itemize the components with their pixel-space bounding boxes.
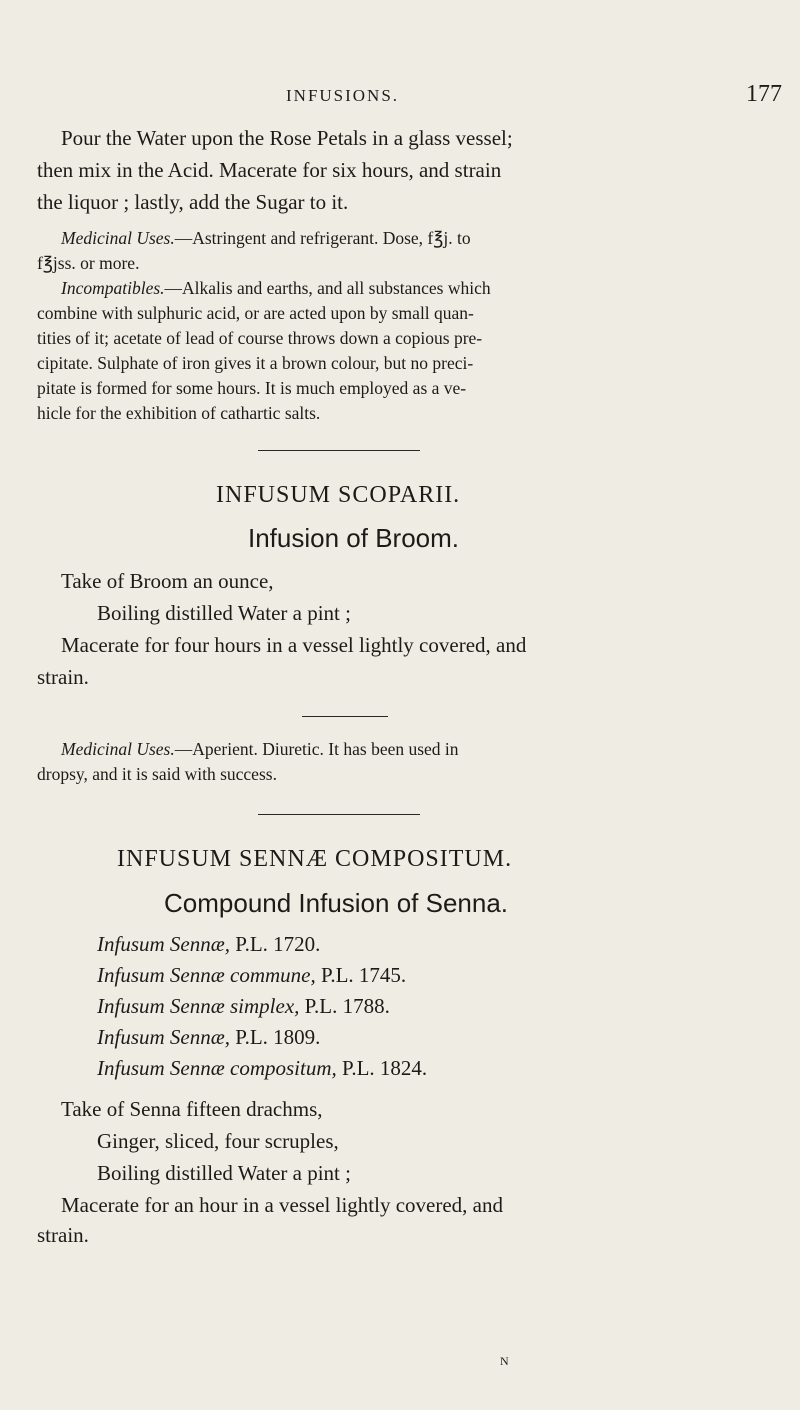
synonym-name: Infusum Sennæ commune, [97,963,316,987]
rose-para-line-3: the liquor ; lastly, add the Sugar to it. [37,190,349,214]
synonym-ref: P.L. 1788. [304,994,390,1018]
scoparii-uses-line-2: dropsy, and it is said with success. [37,764,277,784]
synonym-name: Infusum Sennæ, [97,1025,230,1049]
sennae-synonym [97,963,406,988]
sennae-recipe-line-3: Boiling distilled Water a pint ; [97,1161,351,1185]
synonym-ref: P.L. 1745. [320,963,407,987]
sennae-synonym [97,932,320,957]
rose-para-line-2: then mix in the Acid. Macerate for six hours, and strain [37,158,502,182]
medicinal-uses-label: Medicinal Uses. [61,739,175,759]
sennae-title: INFUSUM SENNÆ COMPOSITUM. [117,846,513,872]
scoparii-recipe-line-4: strain. [37,665,89,689]
synonym-name: Infusum Sennæ, [97,932,230,956]
section-divider [258,814,420,815]
sennae-subtitle: Compound Infusion of Senna. [164,888,509,918]
section-divider-short [302,716,388,717]
incompatibles-label: Incompatibles. [61,278,165,298]
scoparii-subtitle: Infusion of Broom. [248,523,459,553]
sennae-synonym [97,1056,427,1081]
signature-mark: N [500,1354,509,1368]
scoparii-recipe-line-1: Take of Broom an ounce, [61,569,274,593]
sennae-recipe-line-4: Macerate for an hour in a vessel lightly covered, and [61,1193,503,1217]
rose-incompat-line-6: hicle for the exhibition of cathartic salts. [37,403,321,423]
medicinal-uses-label: Medicinal Uses. [61,228,175,248]
rose-uses-line-1 [61,226,471,251]
rose-incompat-line-2: combine with sulphuric acid, or are acted upon by small quan- [37,303,474,323]
running-title: INFUSIONS. [286,86,400,105]
rose-uses-text: —Astringent and refrigerant. Dose, f℥j. to [174,228,471,248]
scoparii-uses-text: —Aperient. Diuretic. It has been used in [174,739,459,759]
scoparii-title: INFUSUM SCOPARII. [216,482,461,508]
synonym-name: Infusum Sennæ simplex, [97,994,300,1018]
rose-incompat-line-3: tities of it; acetate of lead of course throws down a copious pre- [37,328,483,348]
synonym-ref: P.L. 1809. [235,1025,321,1049]
synonym-name: Infusum Sennæ compositum, [97,1056,337,1080]
sennae-recipe-line-5: strain. [37,1223,89,1247]
rose-incompat-line-5: pitate is formed for some hours. It is much employed as a ve- [37,378,467,398]
sennae-synonym [97,994,390,1019]
page-number: 177 [746,81,782,107]
rose-incompat-line-1 [61,276,491,301]
rose-incompat-text: —Alkalis and earths, and all substances which [164,278,491,298]
sennae-recipe-line-1: Take of Senna fifteen drachms, [61,1097,323,1121]
scoparii-recipe-line-2: Boiling distilled Water a pint ; [97,601,351,625]
section-divider [258,450,420,451]
synonym-ref: P.L. 1720. [235,932,321,956]
rose-uses-line-2: f℥jss. or more. [37,253,140,273]
sennae-recipe-line-2: Ginger, sliced, four scruples, [97,1129,339,1153]
rose-incompat-line-4: cipitate. Sulphate of iron gives it a brown colour, but no preci- [37,353,474,373]
sennae-synonym [97,1025,320,1050]
synonym-ref: P.L. 1824. [342,1056,428,1080]
rose-para-line-1: Pour the Water upon the Rose Petals in a glass vessel; [61,126,513,150]
scoparii-recipe-line-3: Macerate for four hours in a vessel lightly covered, and [61,633,527,657]
scoparii-uses-line-1 [61,737,459,762]
